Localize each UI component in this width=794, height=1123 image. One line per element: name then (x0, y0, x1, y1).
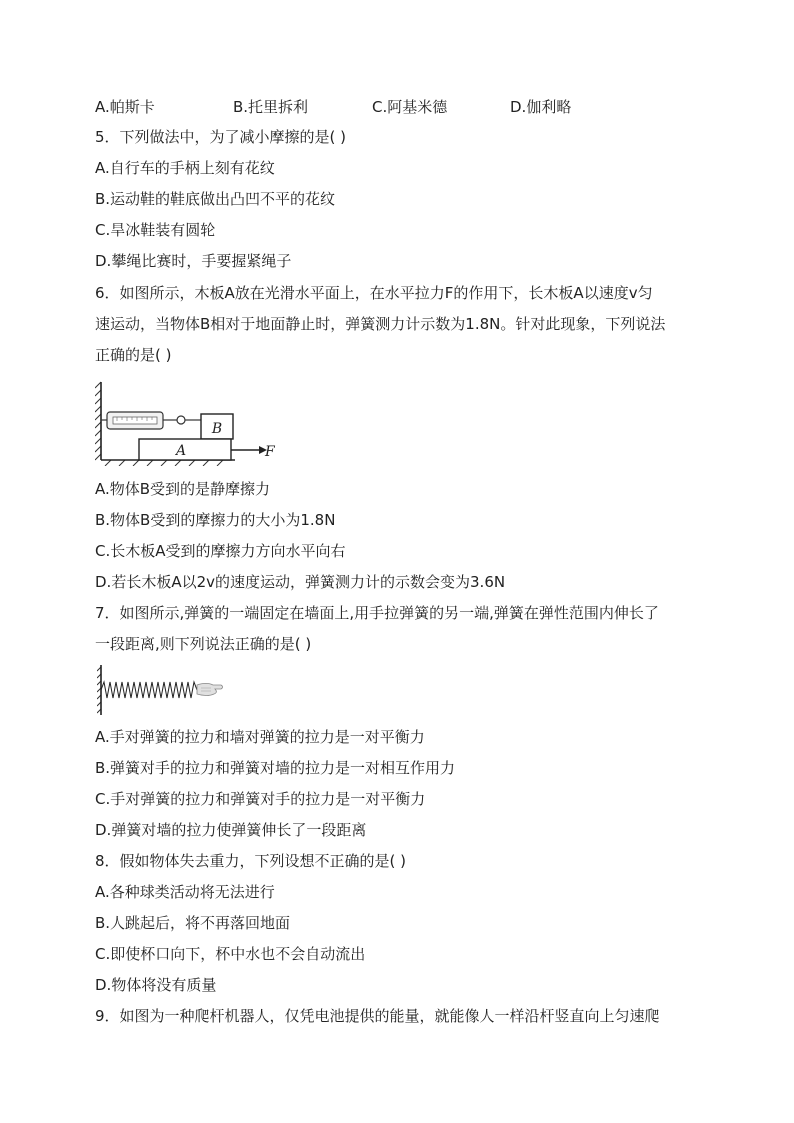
q7-option-c: C.手对弹簧的拉力和弹簧对手的拉力是一对平衡力 (95, 790, 426, 808)
q8-option-c: C.即使杯口向下，杯中水也不会自动流出 (95, 945, 366, 963)
q7-option-b: B.弹簧对手的拉力和弹簧对墙的拉力是一对相互作用力 (95, 759, 456, 777)
q5-stem: 5．下列做法中，为了减小摩擦的是( ) (95, 128, 347, 146)
q5-option-b: B.运动鞋的鞋底做出凸凹不平的花纹 (95, 190, 336, 208)
q6-stem-line-1: 6．如图所示，木板A放在光滑水平面上，在水平拉力F的作用下，长木板A以速度v匀 (95, 284, 653, 302)
force-label: F (265, 444, 275, 460)
q5-option-a: A.自行车的手柄上刻有花纹 (95, 159, 275, 177)
q6-option-d: D.若长木板A以2v的速度运动，弹簧测力计的示数会变为3.6N (95, 573, 506, 591)
q4-option-a: A.帕斯卡 (95, 98, 155, 116)
q9-stem: 9．如图为一种爬杆机器人，仅凭电池提供的能量，就能像人一样沿杆竖直向上匀速爬 (95, 1007, 660, 1025)
q8-option-a: A.各种球类活动将无法进行 (95, 883, 275, 901)
q6-option-c: C.长木板A受到的摩擦力方向水平向右 (95, 542, 346, 560)
q5-option-d: D.攀绳比赛时，手要握紧绳子 (95, 252, 292, 270)
q4-option-b: B.托里拆利 (233, 98, 309, 116)
q6-figure (95, 380, 285, 466)
q8-stem: 8．假如物体失去重力，下列设想不正确的是( ) (95, 852, 407, 870)
q6-stem-line-3: 正确的是( ) (95, 346, 172, 364)
q6-option-a: A.物体B受到的是静摩擦力 (95, 480, 271, 498)
ground-hatching (105, 460, 223, 466)
spring (101, 682, 197, 698)
q4-option-d: D.伽利略 (510, 98, 572, 116)
q6-stem-line-2: 速运动，当物体B相对于地面静止时，弹簧测力计示数为1.8N。针对此现象，下列说法 (95, 315, 666, 333)
board-a-label: A (175, 443, 187, 459)
spring-scale (101, 412, 201, 429)
q7-stem-line-1: 7．如图所示,弹簧的一端固定在墙面上,用手拉弹簧的另一端,弹簧在弹性范围内伸长了 (95, 604, 659, 622)
q7-stem-line-2: 一段距离,则下列说法正确的是( ) (95, 635, 312, 653)
block-b-label: B (211, 421, 223, 437)
q4-option-c: C.阿基米德 (372, 98, 448, 116)
q7-option-d: D.弹簧对墙的拉力使弹簧伸长了一段距离 (95, 821, 367, 839)
q5-option-c: C.旱冰鞋装有圆轮 (95, 221, 216, 239)
q4-options (95, 96, 715, 116)
q7-option-a: A.手对弹簧的拉力和墙对弹簧的拉力是一对平衡力 (95, 728, 425, 746)
q8-option-b: B.人跳起后，将不再落回地面 (95, 914, 291, 932)
wall-hatching (95, 382, 101, 460)
hand-icon (197, 684, 223, 696)
q6-option-b: B.物体B受到的摩擦力的大小为1.8N (95, 511, 336, 529)
q7-figure (97, 665, 227, 717)
q8-option-d: D.物体将没有质量 (95, 976, 217, 994)
